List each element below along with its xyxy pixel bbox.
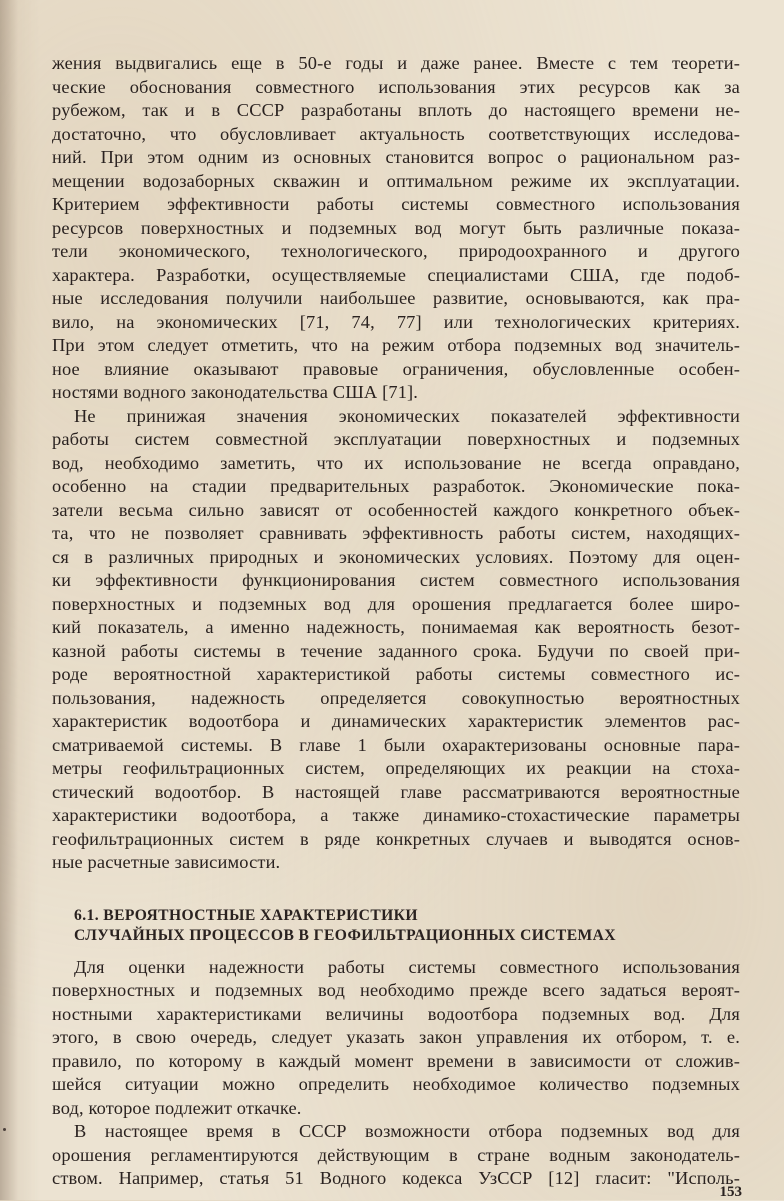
text-line: тели экономического, технологического, природоохранного и другого	[52, 241, 740, 261]
text-line: характеристик водоотбора и динамических характеристик элементов рас-	[52, 711, 740, 731]
text-line: геофильтрационных систем в ряде конкретных случаев и выводятся основ-	[52, 828, 740, 849]
text-line: ное влияние оказывают правовые ограничения, обусловленные особен-	[52, 358, 740, 379]
text-line: та, что не позволяет сравнивать эффективность работы систем, находящих-	[52, 523, 740, 543]
text-line: характера. Разработки, осуществляемые специалистами США, где подоб-	[52, 264, 740, 285]
text-line: особенно на стадии предварительных разработок. Экономические пока-	[52, 476, 740, 496]
text-line: роде вероятностной характеристикой работы системы совместного ис-	[52, 664, 740, 684]
text-line: ки эффективности функционирования систем совместного использования	[52, 570, 740, 590]
text-line: орошения регламентируются действующим в стране водным законодатель-	[52, 1144, 740, 1165]
text-line: ностными характеристиками величины водоотбора подземных вод. Для	[52, 1003, 740, 1024]
text-line: В настоящее время в СССР возможности отбора подземных вод для	[74, 1121, 740, 1141]
text-line: стический водоотбор. В настоящей главе рассматриваются вероятностные	[52, 781, 740, 802]
text-line: ся в различных природных и экономических условиях. Поэтому для оцен-	[52, 546, 740, 567]
text-line: Для оценки надежности работы системы совместного использования	[74, 956, 740, 977]
text-line: кий показатель, а именно надежность, понимаемая как вероятность безот-	[52, 617, 740, 637]
section-heading	[52, 906, 740, 946]
text-line: правило, по которому в каждый момент времени в зависимости от сложив-	[52, 1050, 740, 1071]
paragraph-section	[52, 956, 740, 1121]
text-line: казной работы системы в течение заданного срока. Будучи по своей при-	[52, 640, 740, 661]
text-line: ные расчетные зависимости.	[52, 852, 281, 872]
text-line: ний. При этом одним из основных становится вопрос о рациональном раз-	[52, 147, 740, 167]
text-line: ресурсов поверхностных и подземных вод могут быть различные показа-	[52, 217, 740, 238]
paragraph-intro	[52, 52, 740, 405]
text-line: ные исследования получили наибольшее развитие, основываются, как пра-	[52, 288, 740, 308]
paragraph-second	[52, 405, 740, 875]
page-gutter-shadow	[0, 0, 18, 1200]
text-line: рубежом, так и в СССР разработаны вплоть до настоящего времени не-	[52, 100, 740, 120]
text-line: затели весьма сильно зависят от особенностей каждого конкретного объек-	[52, 499, 740, 520]
margin-dot	[3, 1128, 6, 1131]
text-line: шейся ситуации можно определить необходимое количество подземных	[52, 1074, 740, 1094]
text-line: сматриваемой системы. В главе 1 были охарактеризованы основные пара-	[52, 734, 740, 755]
text-line: мещении водозаборных скважин и оптимальном режиме их эксплуатации.	[52, 170, 740, 191]
text-line: вило, на экономических [71, 74, 77] или технологических критериях.	[52, 311, 740, 332]
text-line: поверхностных и подземных вод для орошения предлагается более широ-	[52, 593, 740, 614]
text-line: Не принижая значения экономических показателей эффективности	[74, 405, 740, 426]
text-line: работы систем совместной эксплуатации поверхностных и подземных	[52, 429, 740, 449]
section-heading-line-1: 6.1. ВЕРОЯТНОСТНЫЕ ХАРАКТЕРИСТИКИ	[74, 906, 418, 924]
page-number: 153	[719, 1184, 742, 1200]
text-line: ческие обоснования совместного использования этих ресурсов как за	[52, 76, 740, 97]
text-line: При этом следует отметить, что на режим отбора подземных вод значитель-	[52, 335, 740, 355]
text-line: жения выдвигались еще в 50-е годы и даже ранее. Вместе с тем теорети-	[52, 53, 740, 73]
text-line: метры геофильтрационных систем, определяющих их реакции на стоха-	[52, 758, 740, 778]
text-line: характеристики водоотбора, а также динамико-стохастические параметры	[52, 805, 740, 825]
text-line: ностями водного законодательства США [71].	[52, 382, 419, 402]
text-line: достаточно, что обусловливает актуальность соответствующих исследова-	[52, 123, 740, 144]
text-line: поверхностных и подземных вод необходимо прежде всего задаться вероят-	[52, 980, 740, 1000]
text-line: пользования, надежность определяется совокупностью вероятностных	[52, 687, 740, 708]
page-body	[52, 52, 740, 1191]
section-heading-line-2: СЛУЧАЙНЫХ ПРОЦЕССОВ В ГЕОФИЛЬТРАЦИОННЫХ СИСТЕМАХ	[74, 926, 616, 944]
text-line: ством. Например, статья 51 Водного кодекса УзССР [12] гласит: "Исполь-	[52, 1168, 740, 1188]
text-line: вод, которое подлежит откачке.	[52, 1097, 302, 1118]
text-line: вод, необходимо заметить, что их использование не всегда оправдано,	[52, 452, 740, 473]
text-line: этого, в свою очередь, следует указать закон управления их отбором, т. е.	[52, 1027, 740, 1047]
text-line: Критерием эффективности работы системы совместного использования	[52, 194, 740, 214]
paragraph-final	[52, 1120, 740, 1191]
